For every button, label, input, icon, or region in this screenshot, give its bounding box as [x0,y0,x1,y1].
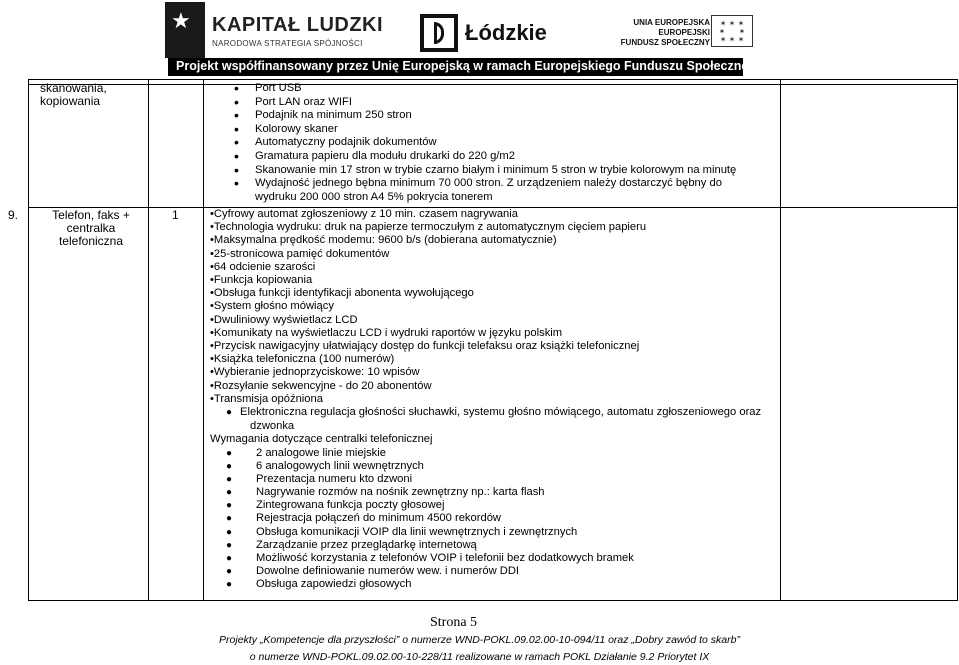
pbx-item [210,473,634,486]
row-prev-spec-item: • Port USB [231,82,736,96]
pbx-item [210,539,634,552]
bullet-icon: ● [226,552,233,564]
row9-spec-line: •Obsługa funkcji identyfikacji abonenta wywołującego [210,287,474,300]
eu-flag-icon: ✶ ✶ ✶ ✶ ✶ ✶ ✶ ✶ [711,15,753,47]
project-bar [168,58,764,76]
row-prev-spec-item: • Gramatura papieru dla modułu drukarki do 220 g/m2 [231,150,736,164]
pbx-item [210,552,634,565]
row9-pbx-list [210,447,634,591]
bullet-icon: ● [226,448,233,459]
row-prev-name [40,82,107,108]
pbx-item [210,486,634,499]
row9-name [38,209,144,248]
col-divider-3 [780,79,781,601]
row-prev-name-line1: skanowania, [40,81,107,95]
row9-volume-line1: Elektroniczna regulacja głośności słuchawki, systemu głośno mówiącego, automatu zgłoszeniowego oraz [240,406,762,418]
row9-spec-line: •Technologia wydruku: druk na papierze termoczułym z automatycznym cięciem papieru [210,221,647,234]
row9-spec-line: •Transmisja opóźniona [210,392,323,405]
pbx-item-label: Dowolne definiowanie numerów wew. i numerów DDI [256,564,520,577]
row9-name-line3: telefoniczna [58,234,124,248]
row9-spec-line: •Dwuliniowy wyświetlacz LCD [210,313,358,326]
row9-volume-line2: dzwonka [250,419,295,432]
row-prev-name-line2: kopiowania [40,94,101,108]
row9-spec-line: •25-stronicowa pamięć dokumentów [210,247,390,260]
ue-line1: UNIA EUROPEJSKA [633,18,710,27]
row-prev-spec-item: • Skanowanie min 17 stron w trybie czarno białym i minimum 5 stron w trybie kolorowym na minutę [231,164,736,178]
bullet-icon: ● [226,474,233,486]
row9-name-line2: centralka [66,221,116,235]
row9-spec-line: •Książka telefoniczna (100 numerów) [210,353,395,366]
row9-spec-line: •Przycisk nawigacyjny ułatwiający dostęp do funkcji telefaksu oraz książki telefonicznej [210,340,640,353]
row-prev-spec-item: • Wydajność jednego bębna minimum 70 000 stron. Z urządzeniem należy dostarczyć bębny do [231,177,736,191]
page-number: Strona 5 [430,615,478,630]
ue-line3: FUNDUSZ SPOŁECZNY [620,38,710,47]
footer-line2: o numerze WND-POKL.09.02.00-10-228/11 realizowane w ramach POKL Działanie 9.2 Priorytet IX [249,651,710,663]
row-prev-spec-item: • Kolorowy skaner [231,123,736,137]
row-prev-spec-item: • Automatyczny podajnik dokumentów [231,136,736,150]
pbx-item-label: Nagrywanie rozmów na nośnik zewnętrzny np.: karta flash [256,486,545,499]
bullet-icon: ● [226,526,233,538]
col-divider-2 [203,79,204,601]
pbx-item-label: 6 analogowych linii wewnętrznych [256,460,424,473]
pbx-item-label: Zintegrowana funkcja poczty głosowej [256,499,445,512]
pbx-item-label: Obsługa komunikacji VOIP dla linii wewnętrznych i zewnętrznych [256,525,578,538]
kapital-ludzki-logo: ★ [165,2,205,58]
pbx-item [210,512,634,525]
row9-spec-line: •System głośno mówiący [210,300,334,313]
pbx-item [210,460,634,473]
row9-volume: ● Elektroniczna regulacja głośności słuchawki, systemu głośno mówiącego, automatu zgłoszeniowego oraz dzwonka Wymagania dotyczące centralki telefonicznej [210,406,762,446]
lodzkie-title: Łódzkie [465,20,547,45]
pbx-item [210,499,634,512]
pbx-item [210,526,634,539]
bullet-icon: ● [226,578,233,590]
row9-spec-line: •Wybieranie jednoprzyciskowe: 10 wpisów [210,366,420,379]
bullet-icon: ● [226,513,233,525]
row9-spec-line: •Maksymalna prędkość modemu: 9600 b/s (dobierana automatycznie) [210,234,557,247]
row9-pbx-heading: Wymagania dotyczące centralki telefonicznej [210,433,433,446]
row9-spec-line: •Komunikaty na wyświetlaczu LCD i wydruki raportów w języku polskim [210,326,563,339]
row9-qty: 1 [172,208,179,222]
row-prev-specs [231,82,736,204]
pbx-item [210,565,634,578]
row-prev-spec-item: • Podajnik na minimum 250 stron [231,109,736,123]
row9-spec-line: •Cyfrowy automat zgłoszeniowy z 10 min. czasem nagrywania [210,208,518,220]
row-prev-spec-item: • Port LAN oraz WIFI [231,96,736,110]
ue-label [608,18,710,48]
row9-spec-line: •Funkcja kopiowania [210,274,313,287]
ue-line2: EUROPEJSKI [658,28,710,37]
pbx-item [210,447,634,460]
bullet-icon: ● [226,461,233,473]
project-bar-text: Projekt współfinansowany przez Unię Europejską w ramach Europejskiego Funduszu Społecznego [176,59,764,73]
page-header [0,0,959,78]
row9-spec-line: •Rozsyłanie sekwencyjne - do 20 abonentów [210,379,432,392]
pbx-item-label: Możliwość korzystania z telefonów VOIP i telefonii bez dodatkowych bramek [256,551,634,564]
bullet-icon: ● [226,539,233,551]
pbx-item-label: Zarządzanie przez przeglądarkę internetową [256,538,477,551]
pbx-item [210,578,634,591]
pbx-item-label: 2 analogowe linie miejskie [256,447,386,459]
row9-specs [210,208,646,406]
bullet-icon: ● [226,565,233,577]
lodzkie-logo-icon [420,14,458,52]
row9-number: 9. [8,208,19,222]
footer-line1: Projekty „Kompetencje dla przyszłości” o numerze WND-POKL.09.02.00-10-094/11 oraz „Dobry zawód to skarb” [219,634,740,646]
row9-name-line1: Telefon, faks + [52,208,130,222]
pbx-item-label: Prezentacja numeru kto dzwoni [256,473,413,486]
row-prev-spec-item: wydruku 200 000 stron A4 5% pokrycia tonerem [255,190,493,203]
pbx-item-label: Obsługa zapowiedzi głosowych [256,577,412,590]
col-divider-1 [148,79,149,601]
bullet-icon: ● [226,500,233,512]
pbx-item-label: Rejestracja połączeń do minimum 4500 rekordów [256,512,501,525]
kapital-ludzki-subtitle: NARODOWA STRATEGIA SPÓJNOŚCI [212,39,363,48]
kapital-ludzki-title: KAPITAŁ LUDZKI [212,14,384,36]
row9-spec-line: •64 odcienie szarości [210,260,316,273]
bullet-icon: ● [226,487,233,499]
